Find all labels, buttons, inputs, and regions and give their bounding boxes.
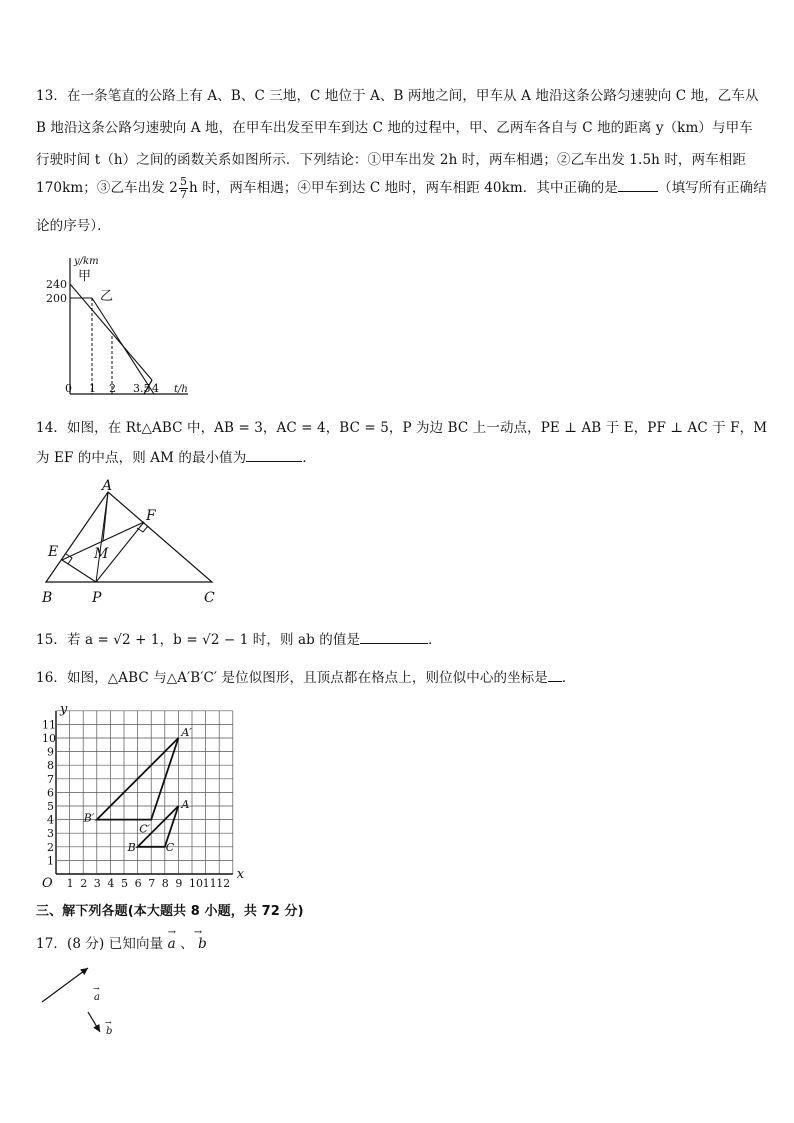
q17-vec-b: → b <box>193 927 207 952</box>
q13-line4-mid: h 时，两车相遇；④甲车到达 C 地时，两车相距 40km．其中正确的是 <box>189 180 618 196</box>
q16-y-tick-label: 9 <box>47 745 54 759</box>
q16-y-tick-label: 11 <box>42 718 56 732</box>
q14-label-c: C <box>204 590 215 606</box>
q16-x-tick-label: 8 <box>161 877 169 890</box>
q16-x-label: x <box>236 867 245 882</box>
q15-text: 15．若 a = √2 + 1，b = √2 − 1 时，则 ab 的值是 <box>36 632 361 648</box>
q16-grid-figure <box>36 690 276 890</box>
q13-line4-start: 170km；③乙车出发 2 <box>36 180 178 196</box>
q16-label-b: B <box>127 840 136 854</box>
q13-answer-blank[interactable] <box>618 179 658 192</box>
q16-y-tick-label: 1 <box>47 854 54 868</box>
q16-end: ． <box>561 670 576 686</box>
q16-answer-blank[interactable] <box>548 669 562 682</box>
q17-vector-a-arrow-mark: → <box>93 984 100 993</box>
q14-label-b: B <box>42 590 53 606</box>
q17-line <box>36 927 207 952</box>
q13-ttick-1: 1 <box>89 382 96 395</box>
q13-line2: B 地沿这条公路匀速驶向 A 地，在甲车出发至甲车到达 C 地的过程中，甲、乙两车各自与 C 地的距离 y（km）与甲车 <box>36 120 753 136</box>
q16-y-tick-label: 3 <box>47 827 54 841</box>
q17-vector-b-label: b <box>106 1026 113 1037</box>
q13-line3: 行驶时间 t（h）之间的函数关系如图所示．下列结论：①甲车出发 2h 时，两车相遇；②乙车出发 1.5h 时，两车相距 <box>36 152 746 168</box>
q14-line2-text: 为 EF 的中点，则 AM 的最小值为 <box>36 450 247 466</box>
q14-answer-blank[interactable] <box>246 449 302 462</box>
q13-fraction <box>179 176 188 201</box>
q16-y-tick-label: 10 <box>42 732 56 745</box>
q14-seg-pe <box>62 560 96 582</box>
q17-vector-b-arrow-mark: → <box>105 1018 112 1027</box>
q16-y-label: y <box>60 701 68 717</box>
q16-label-b-prime: B′ <box>83 811 95 825</box>
q16-y-tick-label: 4 <box>47 813 54 827</box>
q14-line2 <box>36 446 316 466</box>
q16-label-c-prime: C′ <box>139 822 151 836</box>
q13-ttick-0: 0 <box>65 382 72 395</box>
q16-origin-label: O <box>42 876 53 891</box>
q13-line-yi <box>92 298 154 394</box>
q13-t-label: t/h <box>174 384 188 395</box>
q16-y-tick-label: 2 <box>47 840 54 854</box>
q13-ttick-2: 2 <box>109 382 116 395</box>
q16-x-tick-label: 2 <box>80 877 88 890</box>
q14-line2-end: ． <box>302 450 316 466</box>
q17-vector-a-label: a <box>94 992 100 1003</box>
q16-text: 16．如图，△ABC 与△A′B′C′ 是位似图形，且顶点都在格点上，则位似中心的坐标是 <box>36 670 548 686</box>
q16-x-tick-label: 7 <box>148 877 156 890</box>
q14-figure <box>36 478 236 608</box>
q16-y-tick-label: 6 <box>47 786 54 800</box>
q16-x-tick-label: 12 <box>216 877 231 890</box>
q15-end: ． <box>428 632 442 648</box>
q16-x-tick-label: 3 <box>93 877 101 890</box>
q16-label-c: C <box>165 840 175 854</box>
q15-line <box>36 628 442 648</box>
q17-vector-a-arrow <box>42 968 88 1002</box>
q17-vectors-figure <box>36 960 156 1050</box>
q13-y-label: y/km <box>74 256 99 267</box>
q14-seg-am <box>103 492 108 541</box>
q14-label-e: E <box>48 544 59 560</box>
q14-label-m: M <box>94 546 109 562</box>
q16-x-tick-label: 1 <box>66 877 74 890</box>
q14-triangle-abc <box>46 492 212 582</box>
q16-label-a-prime: A′ <box>181 726 192 739</box>
q16-y-tick-label: 7 <box>47 772 54 786</box>
q17-sep: 、 <box>180 936 194 952</box>
q13-graph <box>40 252 200 402</box>
q16-tick-labels <box>42 718 230 890</box>
q13-frac-num: 5 <box>179 175 188 188</box>
q16-x-tick-label: 5 <box>121 877 128 890</box>
q13-ttick-4: 4 <box>152 382 159 395</box>
q13-line4 <box>36 176 767 201</box>
q16-x-tick-label: 9 <box>175 877 183 890</box>
q16-gridlines <box>56 711 233 874</box>
q16-y-tick-label: 8 <box>47 759 54 773</box>
q14-line1: 14．如图，在 Rt△ABC 中，AB = 3，AC = 4，BC = 5，P 为边 BC 上一动点，PE ⊥ AB 于 E，PF ⊥ AC 于 F，M <box>36 420 768 436</box>
q16-y-tick-label: 5 <box>47 800 54 813</box>
q16-line <box>36 666 575 686</box>
q14-label-f: F <box>146 508 156 524</box>
q14-label-p: P <box>92 590 102 606</box>
q14-right-angle-f <box>137 526 148 532</box>
q13-ytick-240: 240 <box>46 278 67 291</box>
q13-ytick-200: 200 <box>46 292 67 305</box>
q13-line1: 13．在一条笔直的公路上有 A、B、C 三地，C 地位于 A、B 两地之间，甲车从 A 地沿这条公路匀速驶向 C 地，乙车从 <box>36 88 759 104</box>
q13-label-yi: 乙 <box>100 289 114 304</box>
q16-x-tick-label: 4 <box>107 877 115 890</box>
q16-x-tick-label: 11 <box>202 877 217 890</box>
q14-label-a: A <box>102 478 113 494</box>
q13-line4-end: （填写所有正确结 <box>658 180 767 196</box>
q13-frac-den: 7 <box>179 188 188 201</box>
q16-label-a: A <box>181 798 190 811</box>
q16-x-tick-label: 6 <box>134 877 142 890</box>
q15-answer-blank[interactable] <box>360 631 428 644</box>
q13-line5: 论的序号）． <box>36 218 111 234</box>
q17-vector-b-arrow <box>88 1012 100 1032</box>
section3-heading: 三、解下列各题(本大题共 8 小题，共 72 分) <box>36 904 304 919</box>
q16-x-tick-label: 10 <box>189 877 203 890</box>
q13-ttick-3-5: 3.5 <box>133 382 151 395</box>
q17-text: 17．(8 分) 已知向量 <box>36 936 164 952</box>
q13-label-jia: 甲 <box>78 269 92 284</box>
q17-vec-a: → a <box>167 927 177 952</box>
